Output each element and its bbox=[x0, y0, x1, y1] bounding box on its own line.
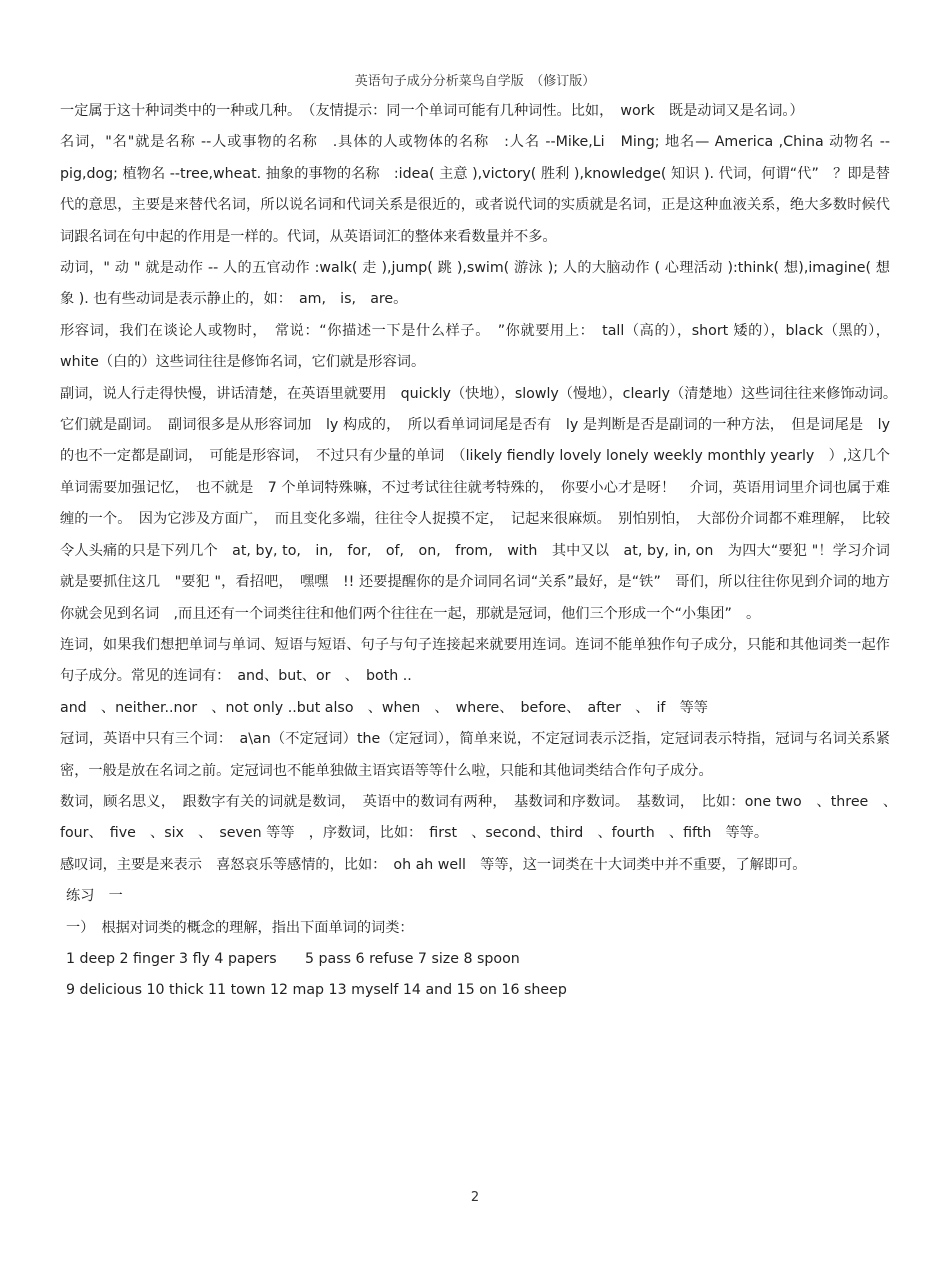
page-header: 英语句子成分分析菜鸟自学版 （修订版） bbox=[354, 74, 596, 89]
paragraph-adverb-preposition: 副词，说人行走得快慢，讲话清楚，在英语里就要用 quickly（快地），slowly（慢地），clearly（清楚地）这些词往往来修饰动词。 它们就是副词。 副词很多是从形容词加 ly 构成的， 所以看单词词尾是否有 ly 是判断是否是副词的一种方法， 但是词尾是 ly 的也不一定都是副词， 可能是形容词， 不过只有少量的单词 （likely fiendly lovely lonely weekly monthly yearly ）,这几个单词需要加强记忆， 也不就是 7 个单词特殊嘛，不过考试往往就考特殊的， 你要小心才是呀！ 介词，英语用词里介词也属于难缠的一个。 因为它涉及方面广， 而且变化多端，往往令人捉摸不定， 记起来很麻烦。 别怕别怕， 大部份介词都不难理解， 比较令人头痛的只是下列几个 at, by, to, in, for, of, on, from, with 其中又以 at, by, in, on 为四大“要犯 "！学习介词就是要抓住这几 "要犯 "，看招吧， 嘿嘿 !! 还要提醒你的是介词同名词“关系”最好，是“铁” 哥们，所以往往你见到介词的地方你就会见到名词 ,而且还有一个词类往往和他们两个往往在一起，那就是冠词，他们三个形成一个“小集团” 。 bbox=[60, 385, 905, 622]
paragraph-verb: 动词，" 动 " 就是动作 -- 人的五官动作 :walk( 走 ),jump( 跳 ),swim( 游泳 ); 人的大脑动作 ( 心理活动 ):think( 想),imagine( 想象 ). 也有些动词是表示静止的，如： am, is, are。 bbox=[60, 260, 890, 308]
paragraph-conjunction: 连词，如果我们想把单词与单词、短语与短语、句子与句子连接起来就要用连词。连词不能单独作句子成分，只能和其他词类一起作句子成分。常见的连词有： and、but、or 、 both .. bbox=[60, 636, 890, 685]
paragraph-adjective: 形容词，我们在谈论人或物时， 常说：“你描述一下是什么样子。 ”你就要用上： tall（高的），short 矮的），black（黑的），white（白的）这些词往往是修饰名词，它们就是形容词。 bbox=[60, 322, 890, 371]
paragraph-interjection: 感叹词，主要是来表示 喜怒哀乐等感情的，比如： oh ah well 等等，这一词类在十大词类中并不重要，了解即可。 bbox=[60, 856, 807, 873]
exercise-title: 练习 一 bbox=[66, 888, 123, 905]
paragraph-conjunction-list: and 、neither..nor 、not only ..but also 、when 、 where、 before、 after 、 if 等等 bbox=[60, 699, 708, 716]
exercise-instruction: 一） 根据对词类的概念的理解，指出下面单词的词类： bbox=[66, 919, 414, 936]
page-number: 2 bbox=[470, 1190, 480, 1205]
paragraph-noun-pronoun: 名词，"名"就是名称 --人或事物的名称 .具体的人或物体的名称 :人名 --Mike,Li Ming; 地名— America ,China 动物名 --pig,dog; 植物名 --tree,wheat. 抽象的事物的名称 :idea( 主意 ),victory( 胜利 ),knowledge( 知识 ). 代词，何谓“代” ？即是替代的意思，主要是来替代名词，所以说名词和代词关系是很近的，或者说代词的实质就是名词，正是这种血液关系，绝大多数时候代词跟名词在句中起的作用是一样的。代词，从英语词汇的整体来看数量并不多。 bbox=[60, 134, 890, 245]
document-body bbox=[60, 96, 905, 1007]
exercise-words-line-1: 1 deep 2 finger 3 fly 4 papers 5 pass 6 refuse 7 size 8 spoon bbox=[66, 950, 520, 967]
exercise-words-line-2: 9 delicious 10 thick 11 town 12 map 13 myself 14 and 15 on 16 sheep bbox=[66, 982, 567, 999]
paragraph-article: 冠词，英语中只有三个词： a\an（不定冠词）the（定冠词），简单来说，不定冠词表示泛指，定冠词表示特指，冠词与名词关系紧密，一般是放在名词之前。定冠词也不能单独做主语宾语等等什么啦，只能和其他词类结合作句子成分。 bbox=[60, 731, 890, 779]
paragraph-intro: 一定属于这十种词类中的一种或几种。 （友情提示：同一个单词可能有几种词性。比如， work 既是动词又是名词。） bbox=[60, 103, 804, 119]
paragraph-numeral: 数词，顾名思义， 跟数字有关的词就是数词， 英语中的数词有两种， 基数词和序数词。 基数词， 比如：one two 、three 、 four、 five 、six 、 seven 等等 ，序数词，比如： first 、second、third 、fourth 、fifth 等等。 bbox=[60, 793, 905, 842]
